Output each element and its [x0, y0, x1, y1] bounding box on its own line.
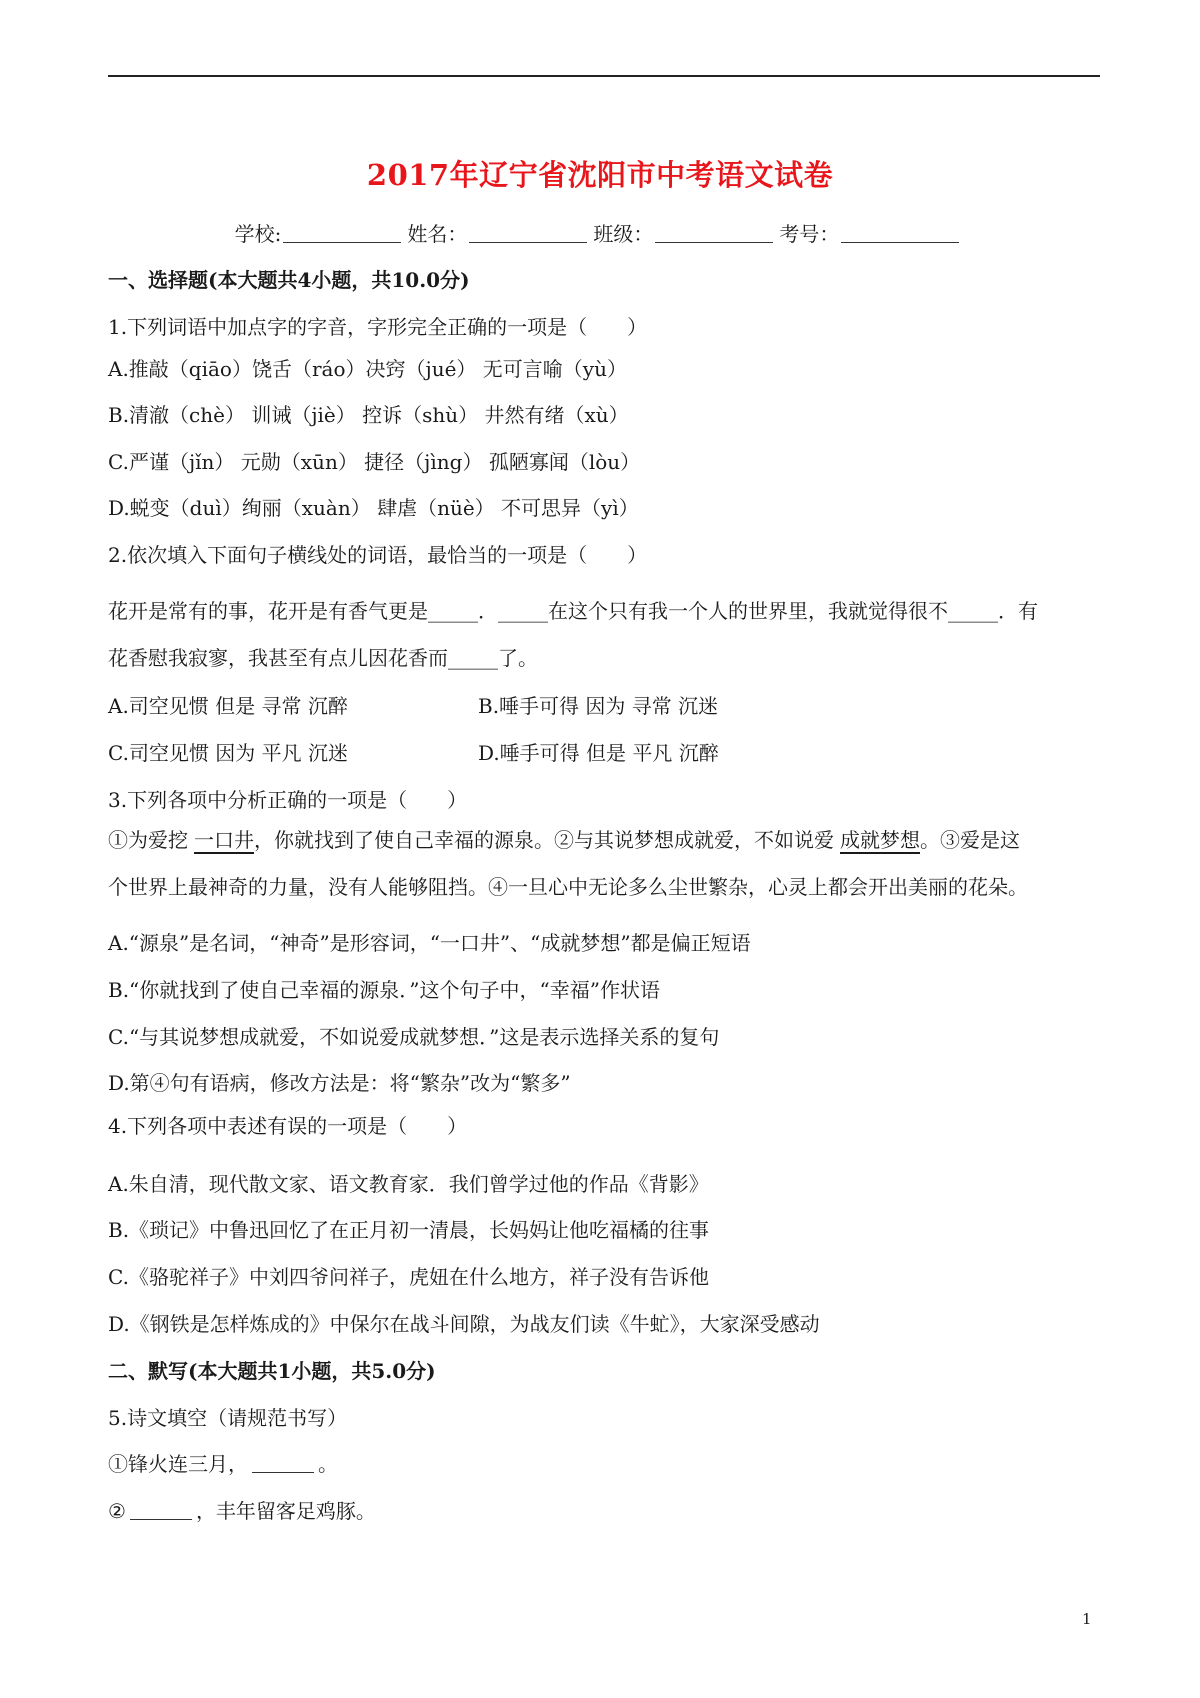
id-blank[interactable]: [841, 224, 959, 243]
school-label: 学校:: [234, 222, 282, 246]
q3-underlined-phrase-1: 一口井: [194, 828, 254, 852]
q2-stem: 2.依次填入下面句子横线处的词语，最恰当的一项是（ ）: [108, 543, 648, 567]
q5-stem: 5.诗文填空（请规范书写）: [108, 1406, 348, 1430]
q2-passage-line1: 花开是常有的事，花开是有香气更是_____．_____在这个只有我一个人的世界里，我就觉得很不_____．有: [108, 599, 1038, 623]
q3-passage-line1: [108, 826, 1020, 854]
page-number: 1: [1082, 1610, 1092, 1628]
q3-p1-b: ，你就找到了使自己幸福的源泉。②与其说梦想成就爱，不如说爱: [254, 828, 834, 852]
q3-p1-a: ①为爱挖: [108, 828, 188, 852]
q5-blank-1[interactable]: [252, 1454, 314, 1473]
q5-l2-text: ，丰年留客足鸡豚。: [195, 1499, 376, 1523]
q5-l1-text: ①锋火连三月，: [108, 1452, 248, 1476]
q5-l2-mark: ②: [108, 1499, 126, 1523]
header-rule: [108, 75, 1100, 77]
q4-option-d: D.《钢铁是怎样炼成的》中保尔在战斗间隙，为战友们读《牛虻》，大家深受感动: [108, 1312, 820, 1336]
q4-option-b: B.《琐记》中鲁迅回忆了在正月初一清晨，长妈妈让他吃福橘的往事: [108, 1218, 710, 1242]
q3-passage-line2: 个世界上最神奇的力量，没有人能够阻挡。④一旦心中无论多么尘世繁杂，心灵上都会开出美丽的花朵。: [108, 875, 1028, 899]
q3-underlined-phrase-2: 成就梦想: [840, 828, 920, 852]
q1-option-b: B.清澈（chè） 训诫（jiè） 控诉（shù） 井然有绪（xù）: [108, 403, 629, 427]
class-blank[interactable]: [655, 224, 773, 243]
q5-line2: [108, 1497, 376, 1525]
q1-option-a: A.推敲（qiāo）饶舌（ráo）决窍（jué） 无可言喻（yù）: [108, 357, 627, 381]
q5-l1-end: 。: [318, 1452, 338, 1476]
q1-option-d: D.蜕变（duì）绚丽（xuàn） 肆虐（nüè） 不可思异（yì）: [108, 496, 639, 520]
exam-title: 2017年辽宁省沈阳市中考语文试卷: [366, 158, 834, 192]
student-info-line: [0, 218, 1200, 247]
q2-passage-line2: 花香慰我寂寥，我甚至有点儿因花香而_____了。: [108, 646, 538, 670]
q3-p1-c: 。③爱是这: [920, 828, 1020, 852]
id-label: 考号：: [779, 222, 840, 246]
q3-option-c: C.“与其说梦想成就爱，不如说爱成就梦想．”这是表示选择关系的复句: [108, 1025, 720, 1049]
q4-option-c: C.《骆驼祥子》中刘四爷问祥子，虎妞在什么地方，祥子没有告诉他: [108, 1265, 709, 1289]
q5-blank-2[interactable]: [130, 1501, 192, 1520]
school-blank[interactable]: [283, 224, 401, 243]
section2-header: 二、默写(本大题共1小题，共5.0分): [108, 1359, 436, 1383]
section1-header: 一、选择题(本大题共4小题，共10.0分): [108, 268, 470, 292]
name-label: 姓名：: [407, 222, 468, 246]
name-blank[interactable]: [469, 224, 587, 243]
q2-option-c: C.司空见惯 因为 平凡 沉迷: [108, 741, 349, 765]
q4-option-a: A.朱自清，现代散文家、语文教育家．我们曾学过他的作品《背影》: [108, 1172, 709, 1196]
q5-line1: [108, 1450, 338, 1478]
q2-option-d: D.唾手可得 但是 平凡 沉醉: [478, 741, 719, 765]
q2-option-a: A.司空见惯 但是 寻常 沉醉: [108, 694, 348, 718]
q3-option-a: A.“源泉”是名词，“神奇”是形容词，“一口井”、“成就梦想”都是偏正短语: [108, 931, 751, 955]
q4-stem: 4.下列各项中表述有误的一项是（ ）: [108, 1114, 468, 1138]
q3-option-b: B.“你就找到了使自己幸福的源泉．”这个句子中，“幸福”作状语: [108, 978, 660, 1002]
q3-stem: 3.下列各项中分析正确的一项是（ ）: [108, 788, 468, 812]
q3-option-d: D.第④句有语病，修改方法是：将“繁杂”改为“繁多”: [108, 1071, 571, 1095]
q1-stem: 1.下列词语中加点字的字音，字形完全正确的一项是（ ）: [108, 315, 648, 339]
q2-option-b: B.唾手可得 因为 寻常 沉迷: [478, 694, 719, 718]
q1-option-c: C.严谨（jǐn） 元勋（xūn） 捷径（jìng） 孤陋寡闻（lòu）: [108, 450, 641, 474]
class-label: 班级：: [593, 222, 654, 246]
